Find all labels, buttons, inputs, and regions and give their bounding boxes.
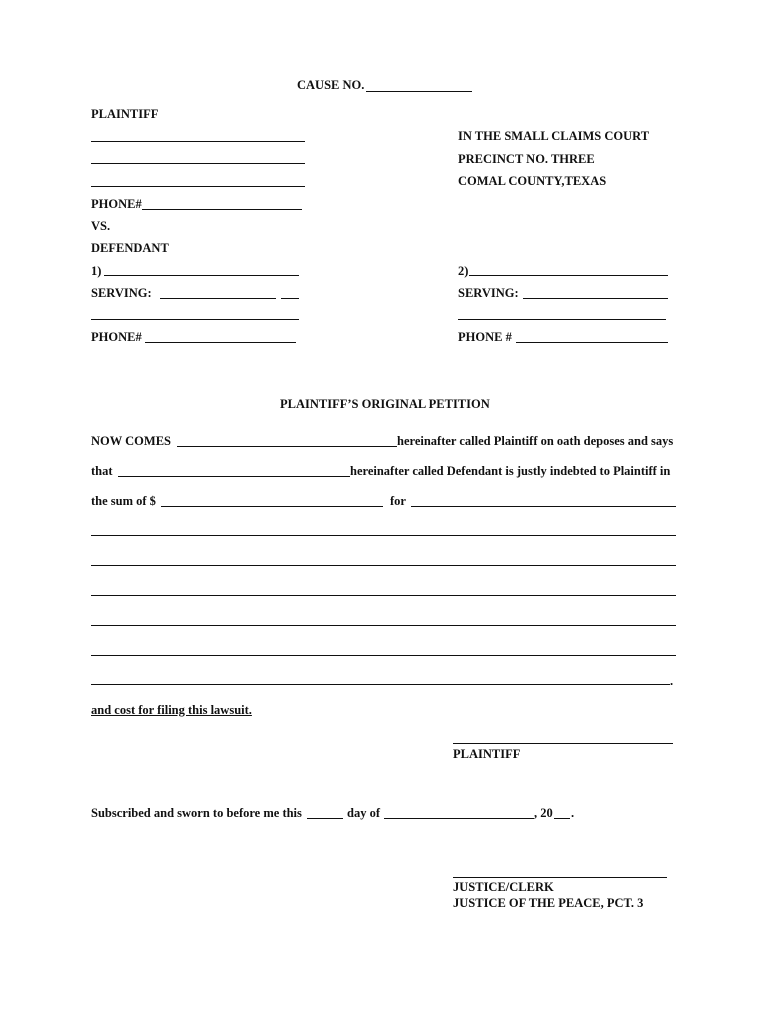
description-line-2: [91, 565, 676, 566]
sworn-month-line: [384, 818, 534, 819]
plaintiff-phone-label: PHONE#: [91, 197, 142, 211]
defendant-indebted-text: hereinafter called Defendant is justly indebted to Plaintiff in: [350, 464, 671, 478]
description-line-5: [91, 655, 676, 656]
description-field-5[interactable]: [91, 641, 676, 655]
for-label: for: [390, 494, 406, 508]
description-field-4[interactable]: [91, 611, 676, 625]
defendant-2-field[interactable]: [469, 261, 668, 275]
sworn-day-of: day of: [347, 806, 380, 820]
clerk-label-2: JUSTICE OF THE PEACE, PCT. 3: [453, 896, 644, 910]
description-field-3[interactable]: [91, 581, 676, 595]
defendant-2-serving-field[interactable]: [523, 284, 668, 298]
defendant-2-line: [469, 275, 668, 276]
defendant-1-serving-field[interactable]: [160, 284, 299, 298]
sworn-month-field[interactable]: [384, 804, 534, 818]
defendant-2-phone-line: [516, 342, 668, 343]
that-line: [118, 476, 350, 477]
defendant-2-serving-line-2: [458, 319, 666, 320]
sworn-day-field[interactable]: [307, 804, 343, 818]
sum-line: [161, 506, 383, 507]
defendant-1-line: [104, 275, 299, 276]
defendant-2-serving-line: [523, 298, 668, 299]
defendant-heading: DEFENDANT: [91, 241, 169, 255]
description-field-2[interactable]: [91, 551, 676, 565]
description-line-3: [91, 595, 676, 596]
defendant-1-serving-line-a: [160, 298, 276, 299]
court-line-2: PRECINCT NO. THREE: [458, 152, 595, 166]
cost-filing-text: and cost for filing this lawsuit.: [91, 703, 252, 717]
plaintiff-signature-label: PLAINTIFF: [453, 747, 521, 761]
defendant-1-label: 1): [91, 264, 102, 278]
description-line-1: [91, 535, 676, 536]
for-field[interactable]: [411, 492, 676, 506]
now-comes-label: NOW COMES: [91, 434, 171, 448]
plaintiff-name-line-3: [91, 186, 305, 187]
now-comes-line: [177, 446, 397, 447]
that-field[interactable]: [118, 462, 350, 476]
that-label: that: [91, 464, 113, 478]
plaintiff-name-line-1: [91, 141, 305, 142]
defendant-1-phone-field[interactable]: [145, 328, 296, 342]
description-period: .: [670, 674, 674, 688]
sworn-year-prefix: , 20: [534, 806, 553, 820]
vs-label: VS.: [91, 219, 111, 233]
defendant-1-serving-label: SERVING:: [91, 286, 152, 300]
clerk-signature-field[interactable]: [453, 863, 667, 877]
plaintiff-deposes-text: hereinafter called Plaintiff on oath deposes and says: [397, 434, 674, 448]
sworn-prefix: Subscribed and sworn to before me this: [91, 806, 302, 820]
plaintiff-signature-line: [453, 743, 673, 744]
court-line-3: COMAL COUNTY,TEXAS: [458, 174, 607, 188]
defendant-1-serving-line-b: [281, 298, 299, 299]
for-line: [411, 506, 676, 507]
sworn-year-line: [554, 818, 570, 819]
sum-label: the sum of $: [91, 494, 156, 508]
clerk-label-1: JUSTICE/CLERK: [453, 880, 554, 894]
clerk-signature-line: [453, 877, 667, 878]
defendant-1-phone-line: [145, 342, 296, 343]
petition-title: PLAINTIFF’S ORIGINAL PETITION: [280, 397, 490, 411]
sworn-period: .: [571, 806, 575, 820]
defendant-2-phone-label: PHONE #: [458, 330, 512, 344]
description-field-1[interactable]: [91, 521, 676, 535]
plaintiff-phone-field[interactable]: [142, 195, 302, 209]
sworn-day-line: [307, 818, 343, 819]
defendant-2-label: 2): [458, 264, 469, 278]
defendant-1-serving-line-2: [91, 319, 299, 320]
cause-no-field[interactable]: [366, 78, 472, 92]
court-line-1: IN THE SMALL CLAIMS COURT: [458, 129, 650, 143]
defendant-1-serving-field-2[interactable]: [91, 305, 299, 319]
plaintiff-name-field-3[interactable]: [91, 172, 305, 186]
description-line-4: [91, 625, 676, 626]
plaintiff-name-line-2: [91, 163, 305, 164]
plaintiff-name-field-2[interactable]: [91, 149, 305, 163]
plaintiff-signature-field[interactable]: [453, 729, 673, 743]
description-field-6[interactable]: [91, 670, 670, 684]
plaintiff-name-field-1[interactable]: [91, 127, 305, 141]
now-comes-field[interactable]: [177, 432, 397, 446]
sum-field[interactable]: [161, 492, 383, 506]
plaintiff-phone-line: [142, 209, 302, 210]
plaintiff-heading: PLAINTIFF: [91, 107, 159, 121]
defendant-2-serving-field-2[interactable]: [458, 305, 666, 319]
description-line-6: [91, 684, 670, 685]
sworn-year-field[interactable]: [554, 804, 570, 818]
defendant-2-serving-label: SERVING:: [458, 286, 519, 300]
defendant-1-field[interactable]: [104, 261, 299, 275]
cause-no-label: CAUSE NO.: [297, 78, 365, 92]
defendant-1-phone-label: PHONE#: [91, 330, 142, 344]
defendant-2-phone-field[interactable]: [516, 328, 668, 342]
